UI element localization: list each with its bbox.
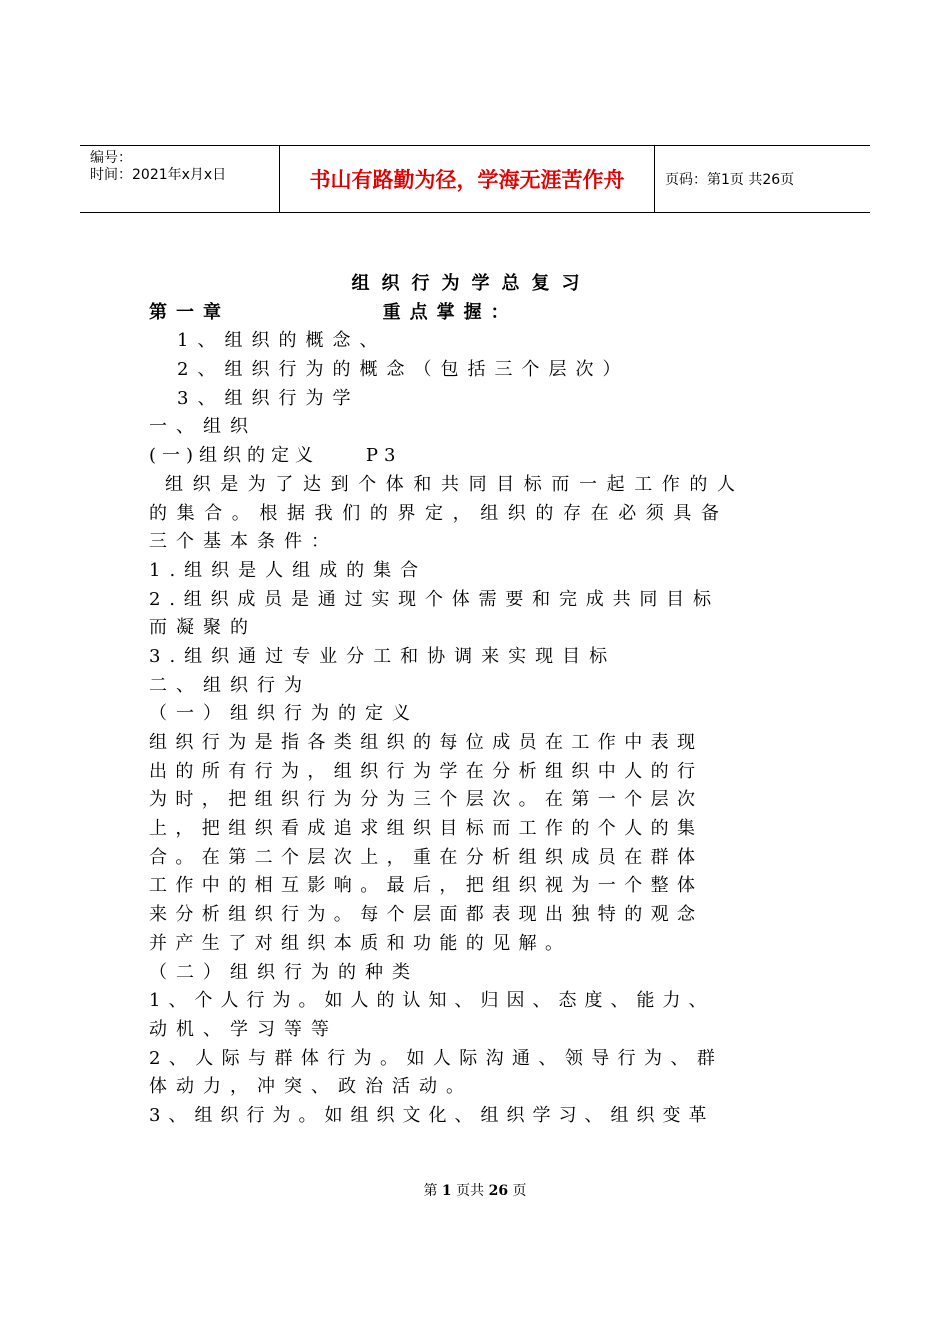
motto — [280, 146, 655, 212]
footer-total-pages: 26 — [488, 1183, 509, 1199]
subsection-heading-3: （二）组织行为的种类 — [149, 961, 419, 983]
paragraph-line: 合。在第二个层次上，重在分析组织成员在群体 — [149, 846, 704, 868]
page-footer — [0, 1180, 950, 1200]
list-item: 3、组织行为。如组织文化、组织学习、组织变革 — [149, 1104, 715, 1126]
paragraph-line: 并产生了对组织本质和功能的见解。 — [149, 932, 572, 954]
list-item-continuation: 而凝聚的 — [149, 617, 257, 639]
key-point-1: 1、组织的概念、 — [177, 330, 387, 352]
paragraph-line: 为时，把组织行为分为三个层次。在第一个层次 — [149, 789, 704, 811]
paragraph-line: 组织行为是指各类组织的每位成员在工作中表现 — [149, 732, 704, 753]
list-item-continuation: 体动力，冲突、政治活动。 — [149, 1076, 473, 1098]
paragraph-line: 工作中的相互影响。最后，把组织视为一个整体 — [149, 875, 704, 897]
list-item: 1.组织是人组成的集合 — [149, 559, 428, 581]
paragraph-line: 出的所有行为，组织行为学在分析组织中人的行 — [149, 760, 704, 782]
time-label: 时间：2021年x月x日 — [90, 167, 227, 183]
list-item: 3.组织通过专业分工和协调来实现目标 — [149, 645, 617, 667]
chapter-heading: 第一章 重点掌握： — [149, 301, 518, 323]
list-item: 1、个人行为。如人的认知、归因、态度、能力、 — [149, 990, 715, 1012]
paragraph-line: 的集合。根据我们的界定，组织的存在必须具备 — [149, 502, 729, 524]
list-item: 2.组织成员是通过实现个体需要和完成共同目标 — [149, 588, 720, 610]
list-item: 2、人际与群体行为。如人际沟通、领导行为、群 — [149, 1047, 724, 1069]
subsection-heading-2: （一）组织行为的定义 — [149, 703, 419, 725]
list-item-continuation: 动机、学习等等 — [149, 1018, 338, 1040]
key-point-3: 3、组织行为学 — [177, 387, 360, 409]
paragraph-line: 组织是为了达到个体和共同目标而一起工作的人 — [165, 473, 745, 495]
document-title: 组织行为学总复习 — [351, 273, 592, 294]
paragraph-line: 来分析组织行为。每个层面都表现出独特的观念 — [149, 904, 704, 926]
document-header — [80, 145, 870, 213]
motto-text: 书山有路勤为径，学海无涯苦作舟 — [309, 168, 625, 192]
paragraph-line: 三个基本条件： — [149, 531, 338, 553]
id-label: 编号： — [90, 150, 132, 166]
footer-page-number: 1 — [441, 1183, 452, 1199]
key-point-2: 2、组织行为的概念（包括三个层次） — [177, 359, 630, 381]
footer-post: 页 — [512, 1183, 527, 1199]
page-info: 页码：第1页 共26页 — [665, 172, 795, 188]
footer-mid: 页共 — [456, 1183, 485, 1199]
subsection-heading-1: (一)组织的定义 P3 — [149, 445, 402, 467]
paragraph-line: 上，把组织看成追求组织目标而工作的个人的集 — [149, 818, 704, 840]
section-heading-2: 二、组织行为 — [149, 674, 311, 696]
header-meta — [80, 146, 280, 212]
footer-pre: 第 — [423, 1183, 438, 1199]
section-heading-1: 一、组织 — [149, 416, 257, 438]
document-body — [149, 270, 794, 1131]
